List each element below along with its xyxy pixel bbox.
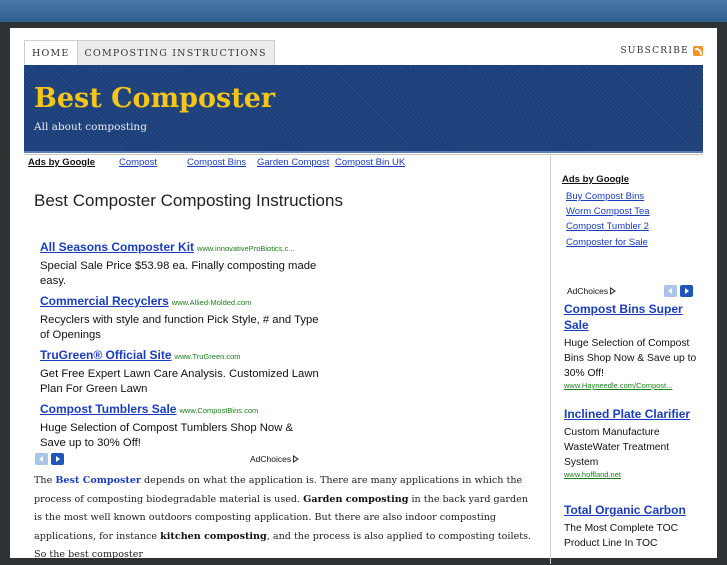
sidebar-ad-url[interactable]: www.Hayneedle.com/Compost...: [564, 381, 673, 390]
sidebar-ad-description: The Most Complete TOC Product Line In TOC: [564, 523, 679, 549]
adchoices-icon[interactable]: [293, 455, 299, 463]
site-title[interactable]: Best Composter: [34, 83, 276, 114]
article-text: depends on what the application is. There are many applications in which the process of composting biodegradable material is used.: [34, 475, 523, 505]
sidebar-ad-url[interactable]: www.hoffland.net: [564, 470, 621, 479]
rss-icon[interactable]: [693, 46, 703, 56]
sidebar-ad-unit: [564, 406, 704, 479]
sidebar-link-units: [562, 174, 650, 250]
nav-composting-instructions[interactable]: COMPOSTING INSTRUCTIONS: [78, 40, 275, 65]
best-composter-link[interactable]: Best Composter: [55, 475, 141, 486]
ad-description: Special Sale Price $53.98 ea. Finally composting made easy.: [40, 260, 317, 287]
adchoices-link[interactable]: [250, 454, 299, 464]
link-unit-compost-bin-uk[interactable]: Compost Bin UK: [335, 157, 406, 168]
divider: [24, 154, 703, 155]
main-nav: [24, 40, 275, 65]
sidebar-divider: [550, 154, 551, 564]
ads-by-google-label[interactable]: Ads by Google: [28, 157, 96, 168]
link-units-bar: [28, 157, 548, 171]
sidebar-ad-navigation: [664, 285, 693, 297]
sidebar-ad-unit: [564, 502, 704, 551]
ad-url[interactable]: www.innovativeProBiotics.c...: [197, 244, 295, 253]
adchoices-icon[interactable]: [610, 287, 616, 295]
link-unit-compost-bins[interactable]: Compost Bins: [187, 157, 247, 168]
sidebar-ad-description: Huge Selection of Compost Bins Shop Now & Save up to 30% Off!: [564, 338, 697, 379]
subscribe-link[interactable]: [620, 46, 703, 56]
chevron-right-icon[interactable]: [680, 285, 693, 297]
ad-navigation: [35, 453, 64, 465]
ad-title[interactable]: All Seasons Composter Kit: [40, 240, 195, 254]
sidebar-adchoices-link[interactable]: [567, 286, 616, 296]
ad-unit: [40, 238, 320, 289]
article-text: , and the process is also applied to composting toilets. So the best composter: [34, 530, 532, 560]
ad-url[interactable]: www.TruGreen.com: [174, 352, 241, 361]
chevron-right-icon[interactable]: [51, 453, 64, 465]
ad-description: Get Free Expert Lawn Care Analysis. Customized Lawn Plan For Green Lawn: [40, 368, 319, 395]
article-text: in the back yard garden is the most well known outdoors composting application. But there are also indoor composting applications, for instance: [34, 493, 529, 542]
ad-unit: [40, 400, 320, 451]
article-text: The: [34, 475, 56, 486]
ad-unit: [40, 292, 320, 343]
chevron-left-icon[interactable]: [664, 285, 677, 297]
link-unit-compost[interactable]: Compost: [119, 157, 158, 168]
link-unit-garden-compost[interactable]: Garden Compost: [257, 157, 330, 168]
post-title: Best Composter Composting Instructions: [34, 191, 343, 210]
ad-unit: [40, 346, 320, 397]
ad-title[interactable]: TruGreen® Official Site: [40, 348, 172, 362]
ad-title[interactable]: Compost Tumblers Sale: [40, 402, 177, 416]
sidebar-link[interactable]: Compost Tumbler 2: [566, 221, 649, 233]
sidebar-link[interactable]: Worm Compost Tea: [566, 206, 650, 218]
sidebar-ad-title[interactable]: Compost Bins Super Sale: [564, 302, 683, 332]
garden-composting-bold: Garden composting: [303, 493, 409, 505]
kitchen-composting-bold: kitchen composting: [160, 530, 267, 542]
sidebar-ad-title[interactable]: Inclined Plate Clarifier: [564, 407, 691, 421]
adchoices-label[interactable]: AdChoices: [250, 454, 292, 464]
sidebar-adchoices-label[interactable]: AdChoices: [567, 286, 609, 296]
sidebar-link[interactable]: Buy Compost Bins: [566, 191, 645, 202]
subscribe-label[interactable]: SUBSCRIBE: [620, 46, 689, 56]
ad-description: Recyclers with style and function Pick Style, # and Type of Openings: [40, 314, 319, 341]
sidebar-ads-by-google-label[interactable]: Ads by Google: [562, 174, 630, 185]
chevron-left-icon[interactable]: [35, 453, 48, 465]
article-body: [34, 472, 534, 565]
ad-description: Huge Selection of Compost Tumblers Shop Now & Save up to 30% Off!: [40, 422, 294, 449]
top-bar: [0, 0, 727, 22]
page-container: [10, 28, 717, 558]
header-banner: [24, 65, 703, 153]
nav-home[interactable]: HOME: [24, 40, 78, 65]
sidebar-ad-description: Custom Manufacture WasteWater Treatment System: [564, 427, 670, 468]
ad-title[interactable]: Commercial Recyclers: [40, 294, 169, 308]
sidebar-link[interactable]: Composter for Sale: [566, 236, 648, 248]
sidebar-ad-unit: [564, 301, 704, 390]
ad-url[interactable]: www.Allied-Molded.com: [171, 298, 252, 307]
sidebar-ad-title[interactable]: Total Organic Carbon: [564, 503, 686, 517]
site-description: All about composting: [34, 121, 147, 133]
ad-url[interactable]: www.CompostBins.com: [179, 406, 259, 415]
